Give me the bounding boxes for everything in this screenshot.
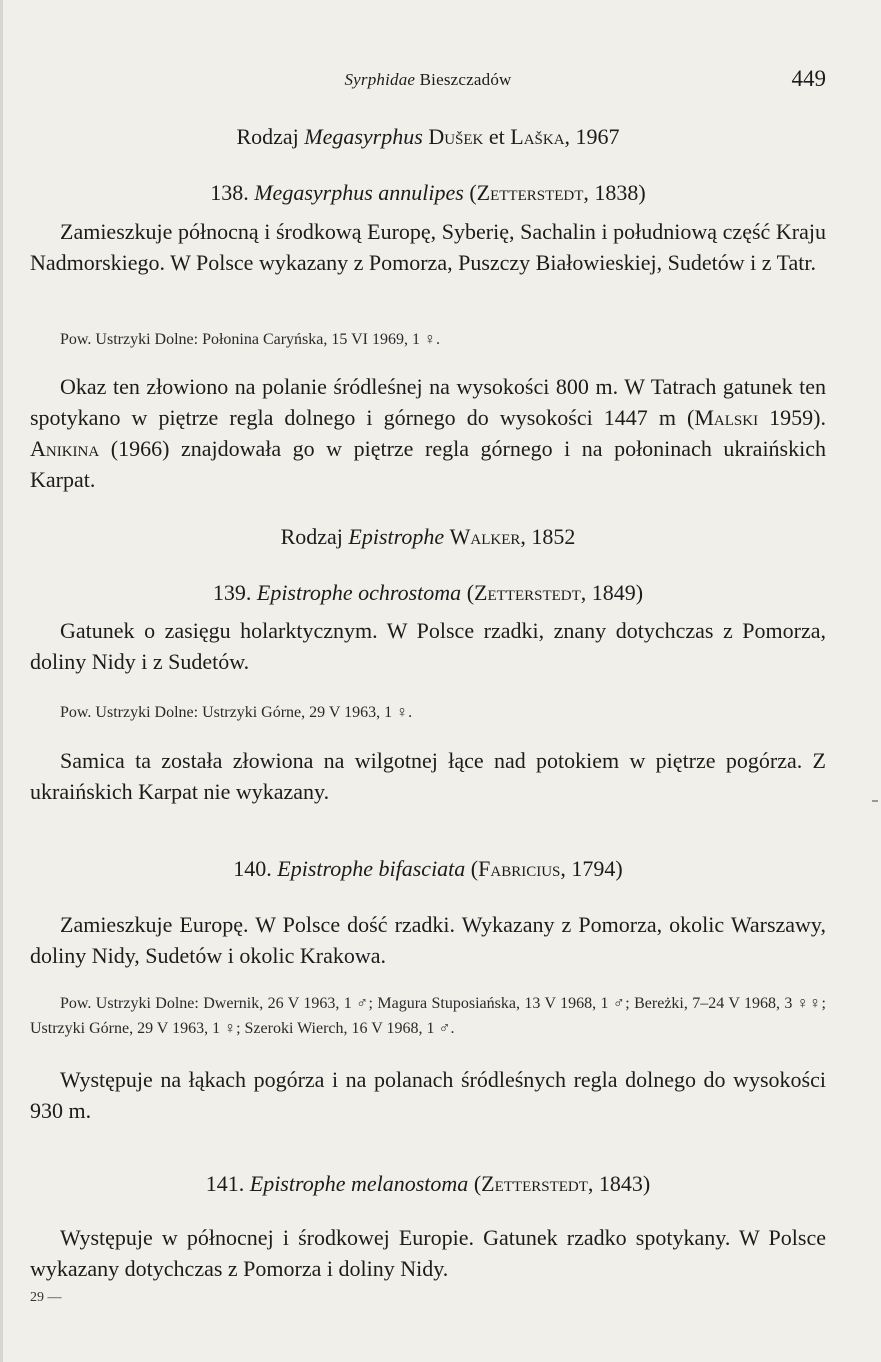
- page-edge: [0, 0, 3, 1362]
- page-number: 449: [791, 66, 826, 91]
- signature-mark: 29 —: [30, 1290, 62, 1305]
- species-heading-138: [30, 180, 826, 206]
- species-year: , 1843): [587, 1171, 651, 1196]
- notes-text-c: (1966) znajdowała go w piętrze regla górnego i na połoninach ukraińskich Karpat.: [30, 436, 826, 492]
- species-name: Epistrophe ochrostoma: [256, 580, 462, 605]
- species-author: Zetterstedt: [476, 180, 584, 205]
- genus-prefix: Rodzaj: [236, 124, 299, 149]
- genus-year: , 1852: [520, 524, 576, 549]
- page-header: [30, 66, 826, 96]
- margin-speck: [872, 800, 878, 802]
- species-year: , 1849): [580, 580, 644, 605]
- genus-author: Walker: [449, 524, 521, 549]
- species-author: Zetterstedt: [481, 1171, 588, 1196]
- author-anikina: Anikina: [30, 436, 100, 461]
- genus-name: Epistrophe: [348, 524, 445, 549]
- record-139: Pow. Ustrzyki Dolne: Ustrzyki Górne, 29 V 1963, 1 ♀.: [60, 704, 413, 721]
- running-title: [30, 70, 826, 90]
- running-title-family: Syrphidae: [344, 70, 416, 89]
- genus-year: , 1967: [564, 124, 620, 149]
- paragraph-141-distribution: Występuje w północnej i środkowej Europie. Gatunek rzadko spotykany. W Polsce wykazany dotychczas z Pomorza i doliny Nidy.: [30, 1225, 826, 1281]
- species-number: 140.: [233, 856, 272, 881]
- species-number: 141.: [205, 1171, 245, 1196]
- record-140: Pow. Ustrzyki Dolne: Dwernik, 26 V 1963, 1 ♂; Magura Stuposiańska, 13 V 1968, 1 ♂; Bereżki, 7–24 V 1968, 3 ♀♀; Ustrzyki Górne, 29 V 1963, 1 ♀; Szeroki Wierch, 16 V 1968, 1 ♂.: [30, 995, 826, 1037]
- paragraph-139-distribution: Gatunek o zasięgu holarktycznym. W Polsce rzadki, znany dotychczas z Pomorza, doliny Nidy i z Sudetów.: [30, 618, 826, 674]
- notes-text-a: Okaz ten złowiono na polanie śródleśnej na wysokości 800 m. W Tatrach gatunek ten spotykano w piętrze regla dolnego i górnego do wysokości 1447 m (: [30, 374, 826, 430]
- record-138: Pow. Ustrzyki Dolne: Połonina Caryńska, 15 VI 1969, 1 ♀.: [60, 331, 440, 348]
- species-year: , 1794): [560, 856, 623, 881]
- species-author: Zetterstedt: [474, 580, 581, 605]
- paragraph-140-notes: Występuje na łąkach pogórza i na polanach śródleśnych regla dolnego do wysokości 930 m.: [30, 1067, 826, 1123]
- species-paren: (: [470, 856, 479, 881]
- species-paren: (: [473, 1171, 482, 1196]
- species-name: Epistrophe melanostoma: [249, 1171, 469, 1196]
- species-paren: (: [466, 580, 475, 605]
- genus-connector: et: [488, 124, 505, 149]
- species-author: Fabricius: [478, 856, 561, 881]
- genus-prefix: Rodzaj: [280, 524, 343, 549]
- paragraph-138-distribution: Zamieszkuje północną i środkową Europę, Syberię, Sachalin i południową część Kraju Nadmorskiego. W Polsce wykazany z Pomorza, Puszczy Białowieskiej, Sudetów i z Tatr.: [30, 219, 826, 275]
- species-heading-141: [30, 1171, 826, 1197]
- paragraph-139-notes: Samica ta została złowiona na wilgotnej łące nad potokiem w piętrze pogórza. Z ukraińskich Karpat nie wykazany.: [30, 748, 826, 804]
- paragraph-140-distribution: Zamieszkuje Europę. W Polsce dość rzadki. Wykazany z Pomorza, okolic Warszawy, doliny Nidy, Sudetów i okolic Krakowa.: [30, 912, 826, 968]
- running-title-rest: Bieszczadów: [419, 70, 512, 89]
- genus-author-2: Laška: [510, 124, 565, 149]
- genus-heading-epistrophe: [30, 524, 826, 550]
- notes-text-b: 1959).: [758, 405, 827, 430]
- species-year: , 1838): [583, 180, 646, 205]
- species-paren: (: [469, 180, 477, 205]
- genus-author: Dušek: [428, 124, 484, 149]
- species-heading-140: [30, 856, 826, 882]
- genus-name: Megasyrphus: [304, 124, 423, 149]
- paragraph-138-notes: [30, 371, 826, 495]
- species-heading-139: [30, 580, 826, 606]
- genus-heading-megasyrphus: [30, 124, 826, 150]
- author-malski: Malski: [694, 405, 759, 430]
- species-name: Megasyrphus annulipes: [254, 180, 464, 205]
- species-name: Epistrophe bifasciata: [277, 856, 466, 881]
- species-number: 139.: [212, 580, 252, 605]
- species-number: 138.: [210, 180, 249, 205]
